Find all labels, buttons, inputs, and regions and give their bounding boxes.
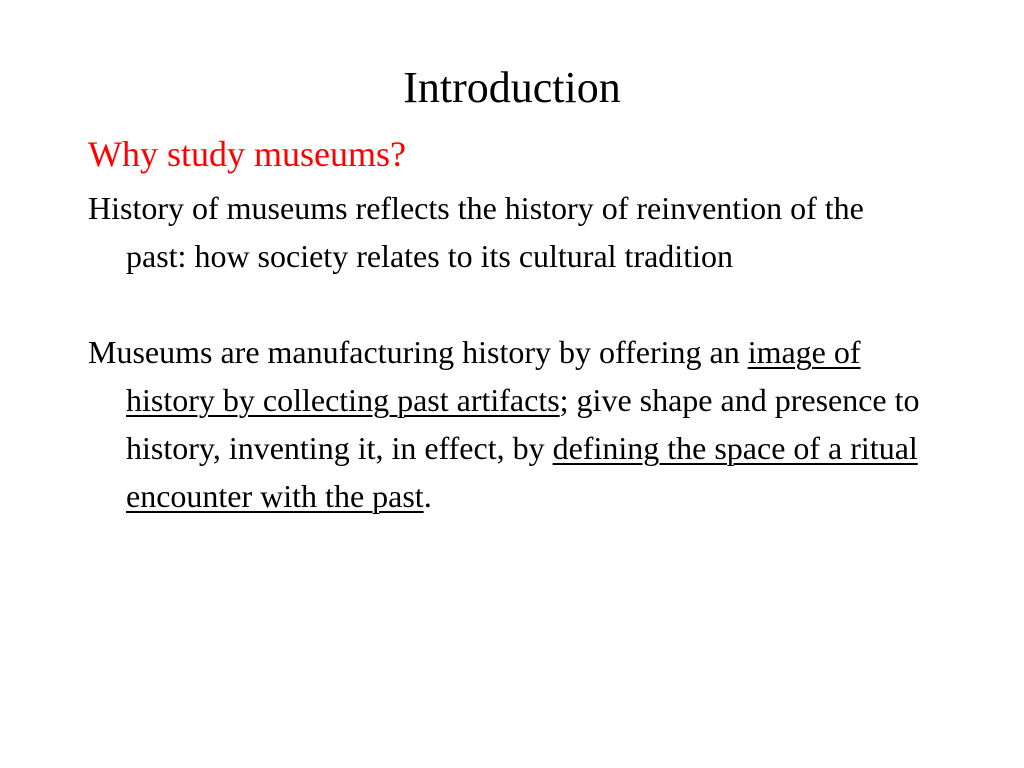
slide-subtitle: Why study museums?: [88, 134, 406, 174]
paragraph-history: History of museums reflects the history of reinvention of the past: how society relates to its cultural tradition: [88, 190, 864, 274]
underlined-phrase-ritual-encounter: defining the space of a ritual encounter with the past: [126, 430, 918, 514]
paragraph-text: Museums are manufacturing history by offering an: [88, 334, 748, 370]
paragraph-text: .: [423, 478, 432, 514]
paragraph-manufacturing: [88, 328, 928, 520]
paragraph-text: ; give shape and presence to history, inventing it, in effect, by: [126, 382, 920, 466]
slide-body: [88, 130, 928, 520]
underlined-phrase-image-of-history: image of history by collecting past artifacts: [126, 334, 861, 418]
slide-title: Introduction: [403, 63, 621, 112]
